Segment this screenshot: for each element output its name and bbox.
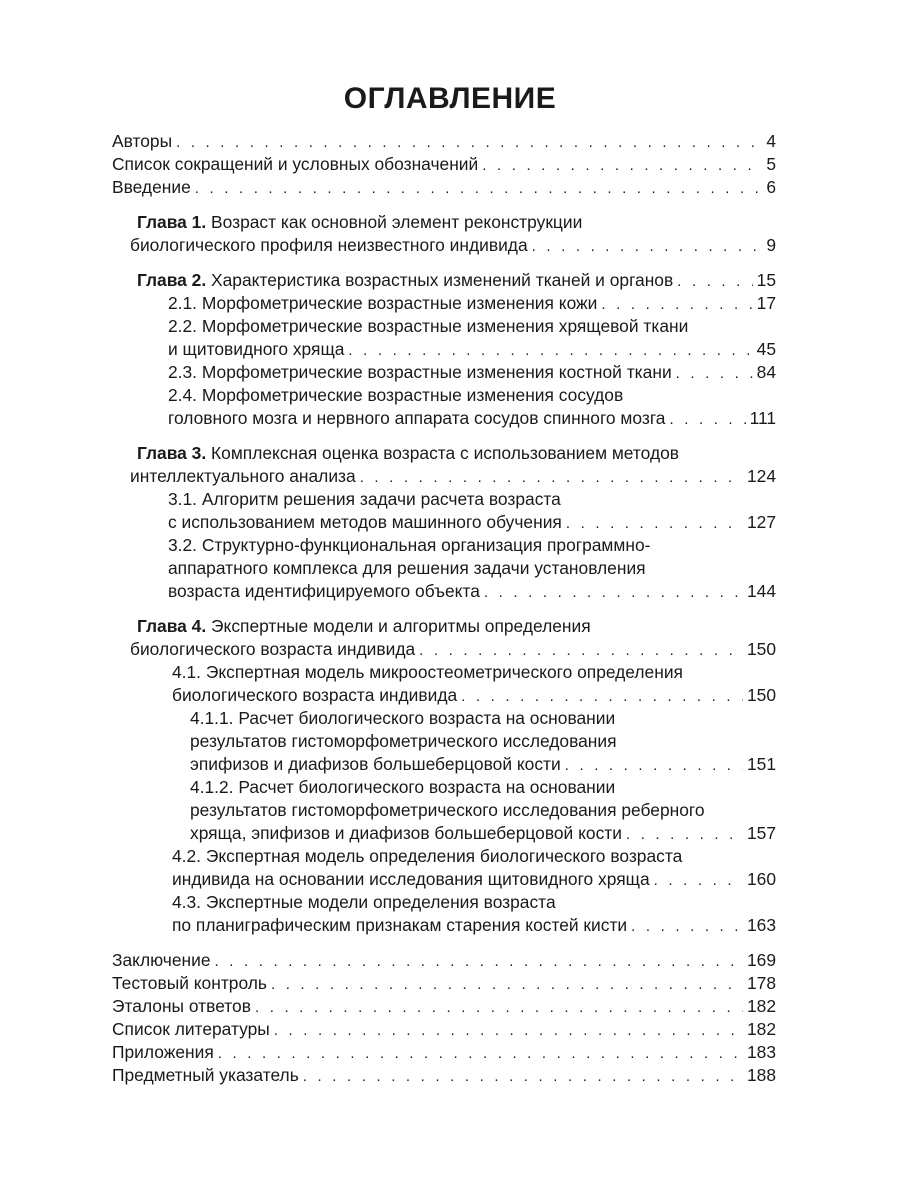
toc-entry xyxy=(112,176,776,199)
toc-entry-text xyxy=(112,1064,299,1087)
toc-entry xyxy=(190,730,617,753)
toc-entry xyxy=(168,384,623,407)
toc-entry-title: Заключение xyxy=(112,950,211,970)
dot-leader xyxy=(654,869,743,892)
chapter-label: Глава 4. xyxy=(137,616,207,636)
toc-entry-title: и щитовидного хряща xyxy=(168,339,345,359)
dot-leader xyxy=(482,154,762,177)
dot-leader xyxy=(274,1019,743,1042)
dot-leader xyxy=(195,177,763,200)
toc-entry xyxy=(112,1018,776,1041)
page-number: 144 xyxy=(746,581,776,601)
page-number: 124 xyxy=(746,466,776,486)
page-number: 127 xyxy=(746,512,776,532)
page-number: 84 xyxy=(756,362,776,382)
dot-leader xyxy=(419,639,743,662)
toc-entry-title: 3.2. Структурно-функциональная организация программно- xyxy=(168,535,651,555)
toc-entry xyxy=(112,949,776,972)
toc-entry-text xyxy=(190,799,705,822)
toc-entry xyxy=(168,361,776,384)
dot-leader xyxy=(461,685,743,708)
page-title: ОГЛАВЛЕНИЕ xyxy=(343,82,557,115)
toc-entry-text xyxy=(137,615,591,638)
toc-entry-title: 4.3. Экспертные модели определения возраста xyxy=(172,892,556,912)
toc-entry xyxy=(172,661,683,684)
toc-entry-title: Введение xyxy=(112,177,191,197)
page-number: 157 xyxy=(746,823,776,843)
toc-entry xyxy=(168,511,776,534)
page-number: 6 xyxy=(766,177,776,197)
dot-leader xyxy=(348,339,752,362)
dot-leader xyxy=(218,1042,743,1065)
chapter-label: Глава 3. xyxy=(137,443,207,463)
page-number: 163 xyxy=(746,915,776,935)
toc-entry-title: результатов гистоморфометрического исследования xyxy=(190,731,617,751)
toc-entry xyxy=(112,1064,776,1087)
toc-entry-text xyxy=(172,684,457,707)
toc-entry xyxy=(190,753,776,776)
toc-entry-text xyxy=(130,465,356,488)
toc-entry-title: с использованием методов машинного обучения xyxy=(168,512,562,532)
page-number: 178 xyxy=(746,973,776,993)
toc-entry xyxy=(190,822,776,845)
page-number: 183 xyxy=(746,1042,776,1062)
dot-leader xyxy=(303,1065,743,1088)
toc-entry xyxy=(168,580,776,603)
toc-entry-text xyxy=(112,1018,270,1041)
toc-entry-title: Тестовый контроль xyxy=(112,973,267,993)
page-number: 182 xyxy=(746,1019,776,1039)
dot-leader xyxy=(360,466,743,489)
toc-entry xyxy=(190,707,615,730)
toc-entry-text xyxy=(130,638,415,661)
toc-entry-title: Экспертные модели и алгоритмы определения xyxy=(211,616,591,636)
toc-entry xyxy=(168,315,688,338)
page-number: 151 xyxy=(746,754,776,774)
toc-entry-text xyxy=(190,776,615,799)
toc-entry xyxy=(172,868,776,891)
toc-entry-title: 4.1. Экспертная модель микроостеометрического определения xyxy=(172,662,683,682)
toc-entry xyxy=(112,972,776,995)
toc-entry xyxy=(168,407,776,430)
toc-entry-text xyxy=(172,914,627,937)
toc-entry xyxy=(172,891,556,914)
toc-entry xyxy=(130,465,776,488)
toc-entry-text xyxy=(112,949,211,972)
toc-entry-text xyxy=(168,407,665,430)
toc-entry-title: 2.1. Морфометрические возрастные изменения кожи xyxy=(168,293,598,313)
toc-entry-text xyxy=(190,707,615,730)
toc-entry-text xyxy=(168,292,597,315)
toc-entry-title: 4.1.2. Расчет биологического возраста на основании xyxy=(190,777,616,797)
toc-entry-title: Список литературы xyxy=(112,1019,270,1039)
dot-leader xyxy=(271,973,743,996)
chapter-label: Глава 2. xyxy=(137,270,207,290)
toc-entry-title: биологического возраста индивида xyxy=(172,685,458,705)
toc-entry xyxy=(137,615,591,638)
toc-entry xyxy=(168,534,650,557)
toc-entry-title: 3.1. Алгоритм решения задачи расчета возраста xyxy=(168,489,561,509)
dot-leader xyxy=(565,754,743,777)
toc-entry xyxy=(190,799,705,822)
toc-entry-text xyxy=(168,534,650,557)
toc-entry xyxy=(172,845,682,868)
dot-leader xyxy=(484,581,743,604)
page-number: 17 xyxy=(756,293,776,313)
toc-entry-text xyxy=(137,269,673,292)
toc-entry-text xyxy=(168,557,646,580)
toc-entry xyxy=(130,638,776,661)
page-number: 150 xyxy=(746,685,776,705)
toc-entry-title: Характеристика возрастных изменений тканей и органов xyxy=(211,270,674,290)
toc-entry-title: 4.1.1. Расчет биологического возраста на основании xyxy=(190,708,616,728)
dot-leader xyxy=(669,408,745,431)
toc-entry-text xyxy=(190,753,561,776)
toc-entry xyxy=(112,130,776,153)
dot-leader xyxy=(255,996,743,1019)
dot-leader xyxy=(677,270,752,293)
page-number: 150 xyxy=(746,639,776,659)
toc-entry-title: головного мозга и нервного аппарата сосудов спинного мозга xyxy=(168,408,666,428)
toc-entry-text xyxy=(190,730,617,753)
toc-entry-text xyxy=(112,972,267,995)
toc-entry-text xyxy=(112,176,191,199)
toc-entry-text xyxy=(168,384,623,407)
toc-entry xyxy=(112,153,776,176)
toc-entry-title: хряща, эпифизов и диафизов большеберцовой кости xyxy=(190,823,622,843)
toc-entry xyxy=(172,684,776,707)
toc-entry xyxy=(130,234,776,257)
toc-entry-title: 2.2. Морфометрические возрастные изменения хрящевой ткани xyxy=(168,316,689,336)
toc-entry-text xyxy=(172,661,683,684)
toc-entry xyxy=(168,338,776,361)
toc-entry-title: биологического возраста индивида xyxy=(130,639,416,659)
toc-entry-title: по планиграфическим признакам старения костей кисти xyxy=(172,915,628,935)
toc-entry-title: Комплексная оценка возраста с использованием методов xyxy=(211,443,680,463)
toc-entry-text xyxy=(172,891,556,914)
dot-leader xyxy=(631,915,743,938)
toc-entry xyxy=(112,995,776,1018)
toc-entry-title: 2.4. Морфометрические возрастные изменения сосудов xyxy=(168,385,624,405)
toc-entry-text xyxy=(112,130,172,153)
toc-entry-title: Возраст как основной элемент реконструкции xyxy=(211,212,583,232)
toc-entry xyxy=(137,211,582,234)
dot-leader xyxy=(532,235,763,258)
toc-entry-text xyxy=(112,1041,214,1064)
page-number: 9 xyxy=(766,235,776,255)
toc-entry-text xyxy=(168,361,672,384)
toc-entry-text xyxy=(112,995,251,1018)
page-number: 5 xyxy=(766,154,776,174)
toc-entry-title: аппаратного комплекса для решения задачи установления xyxy=(168,558,646,578)
toc-entry xyxy=(190,776,615,799)
toc-entry-text xyxy=(130,234,528,257)
page-number: 182 xyxy=(746,996,776,1016)
toc-entry-text xyxy=(137,442,679,465)
toc-entry-title: индивида на основании исследования щитовидного хряща xyxy=(172,869,650,889)
chapter-label: Глава 1. xyxy=(137,212,207,232)
toc-entry-text xyxy=(168,511,562,534)
page-number: 4 xyxy=(766,131,776,151)
toc-entry-text xyxy=(172,845,682,868)
toc-entry xyxy=(137,442,679,465)
toc-entry-title: биологического профиля неизвестного индивида xyxy=(130,235,528,255)
toc-entry-title: возраста идентифицируемого объекта xyxy=(168,581,480,601)
dot-leader xyxy=(601,293,752,316)
dot-leader xyxy=(176,131,762,154)
page-number: 111 xyxy=(749,408,776,428)
dot-leader xyxy=(626,823,743,846)
dot-leader xyxy=(566,512,743,535)
toc-entry-title: эпифизов и диафизов большеберцовой кости xyxy=(190,754,561,774)
toc-entry-text xyxy=(190,822,622,845)
toc-entry-title: Приложения xyxy=(112,1042,214,1062)
page-number: 160 xyxy=(746,869,776,889)
toc-entry xyxy=(168,488,561,511)
dot-leader xyxy=(676,362,753,385)
page-number: 188 xyxy=(746,1065,776,1085)
page-number: 45 xyxy=(756,339,776,359)
toc-entry-text xyxy=(168,580,480,603)
toc-entry-text xyxy=(137,211,582,234)
page-number: 15 xyxy=(756,270,776,290)
toc-entry-text xyxy=(168,338,344,361)
toc-entry-title: 2.3. Морфометрические возрастные изменения костной ткани xyxy=(168,362,672,382)
toc-entry-title: 4.2. Экспертная модель определения биологического возраста xyxy=(172,846,683,866)
toc-entry xyxy=(112,1041,776,1064)
toc-entry xyxy=(172,914,776,937)
toc-entry-title: Авторы xyxy=(112,131,173,151)
toc-entry-title: Эталоны ответов xyxy=(112,996,251,1016)
toc-entry-title: результатов гистоморфометрического исследования реберного xyxy=(190,800,705,820)
page-number: 169 xyxy=(746,950,776,970)
toc-entry-text xyxy=(112,153,478,176)
toc-entry xyxy=(168,292,776,315)
dot-leader xyxy=(215,950,743,973)
toc-entry xyxy=(168,557,646,580)
toc-entry-title: Предметный указатель xyxy=(112,1065,299,1085)
toc-entry-title: интеллектуального анализа xyxy=(130,466,356,486)
toc-entry-text xyxy=(168,488,561,511)
toc-entry-text xyxy=(172,868,650,891)
toc-entry xyxy=(137,269,776,292)
toc-entry-text xyxy=(168,315,688,338)
toc-entry-title: Список сокращений и условных обозначений xyxy=(112,154,479,174)
